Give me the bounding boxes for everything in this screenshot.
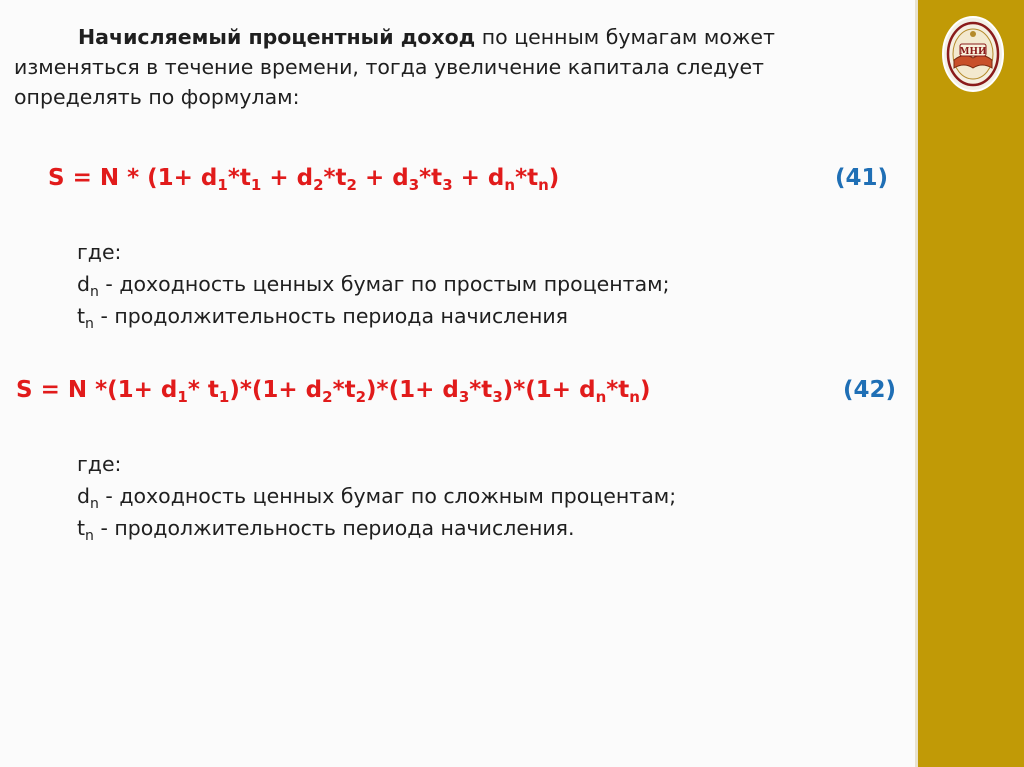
logo-text: МНИ (959, 47, 987, 57)
formula-41-number: (41) (835, 165, 889, 191)
t-definition: $t_n$ - продолжительность периода начисления (77, 304, 569, 332)
d-definition: $d_n$ - доходность ценных бумаг по простым процентам; (77, 272, 670, 300)
where-label: где: (77, 240, 122, 264)
formula-42-number: (42) (843, 377, 897, 403)
explanation-42 (77, 448, 676, 544)
intro-paragraph (14, 22, 924, 112)
intro-bold: Начисляемый процентный доход (78, 25, 476, 49)
side-bar (915, 0, 1024, 767)
intro-line1: по ценным бумагам может (475, 25, 775, 49)
university-emblem-icon (940, 14, 1006, 94)
formula-41: $S = N * (1+ d_1*t_1 + d_2*t_2 + d_3*t_3 + d_n*t_n)$ (48, 165, 560, 194)
explanation-41 (77, 236, 670, 332)
d-definition: $d_n$ - доходность ценных бумаг по сложным процентам; (77, 484, 677, 512)
formula-42: S = N $*(1+ d_1*$ $t_1)*(1+ d_2*t_2)*(1+ d_3*t_3)*(1+ d_n*t_n)$ (16, 377, 651, 406)
t-definition: $t_n$ - продолжительность периода начисления. (77, 516, 575, 544)
intro-line2: изменяться в течение времени, тогда увеличение капитала следует (14, 55, 764, 79)
intro-line3: определять по формулам: (14, 85, 300, 109)
where-label: где: (77, 452, 122, 476)
